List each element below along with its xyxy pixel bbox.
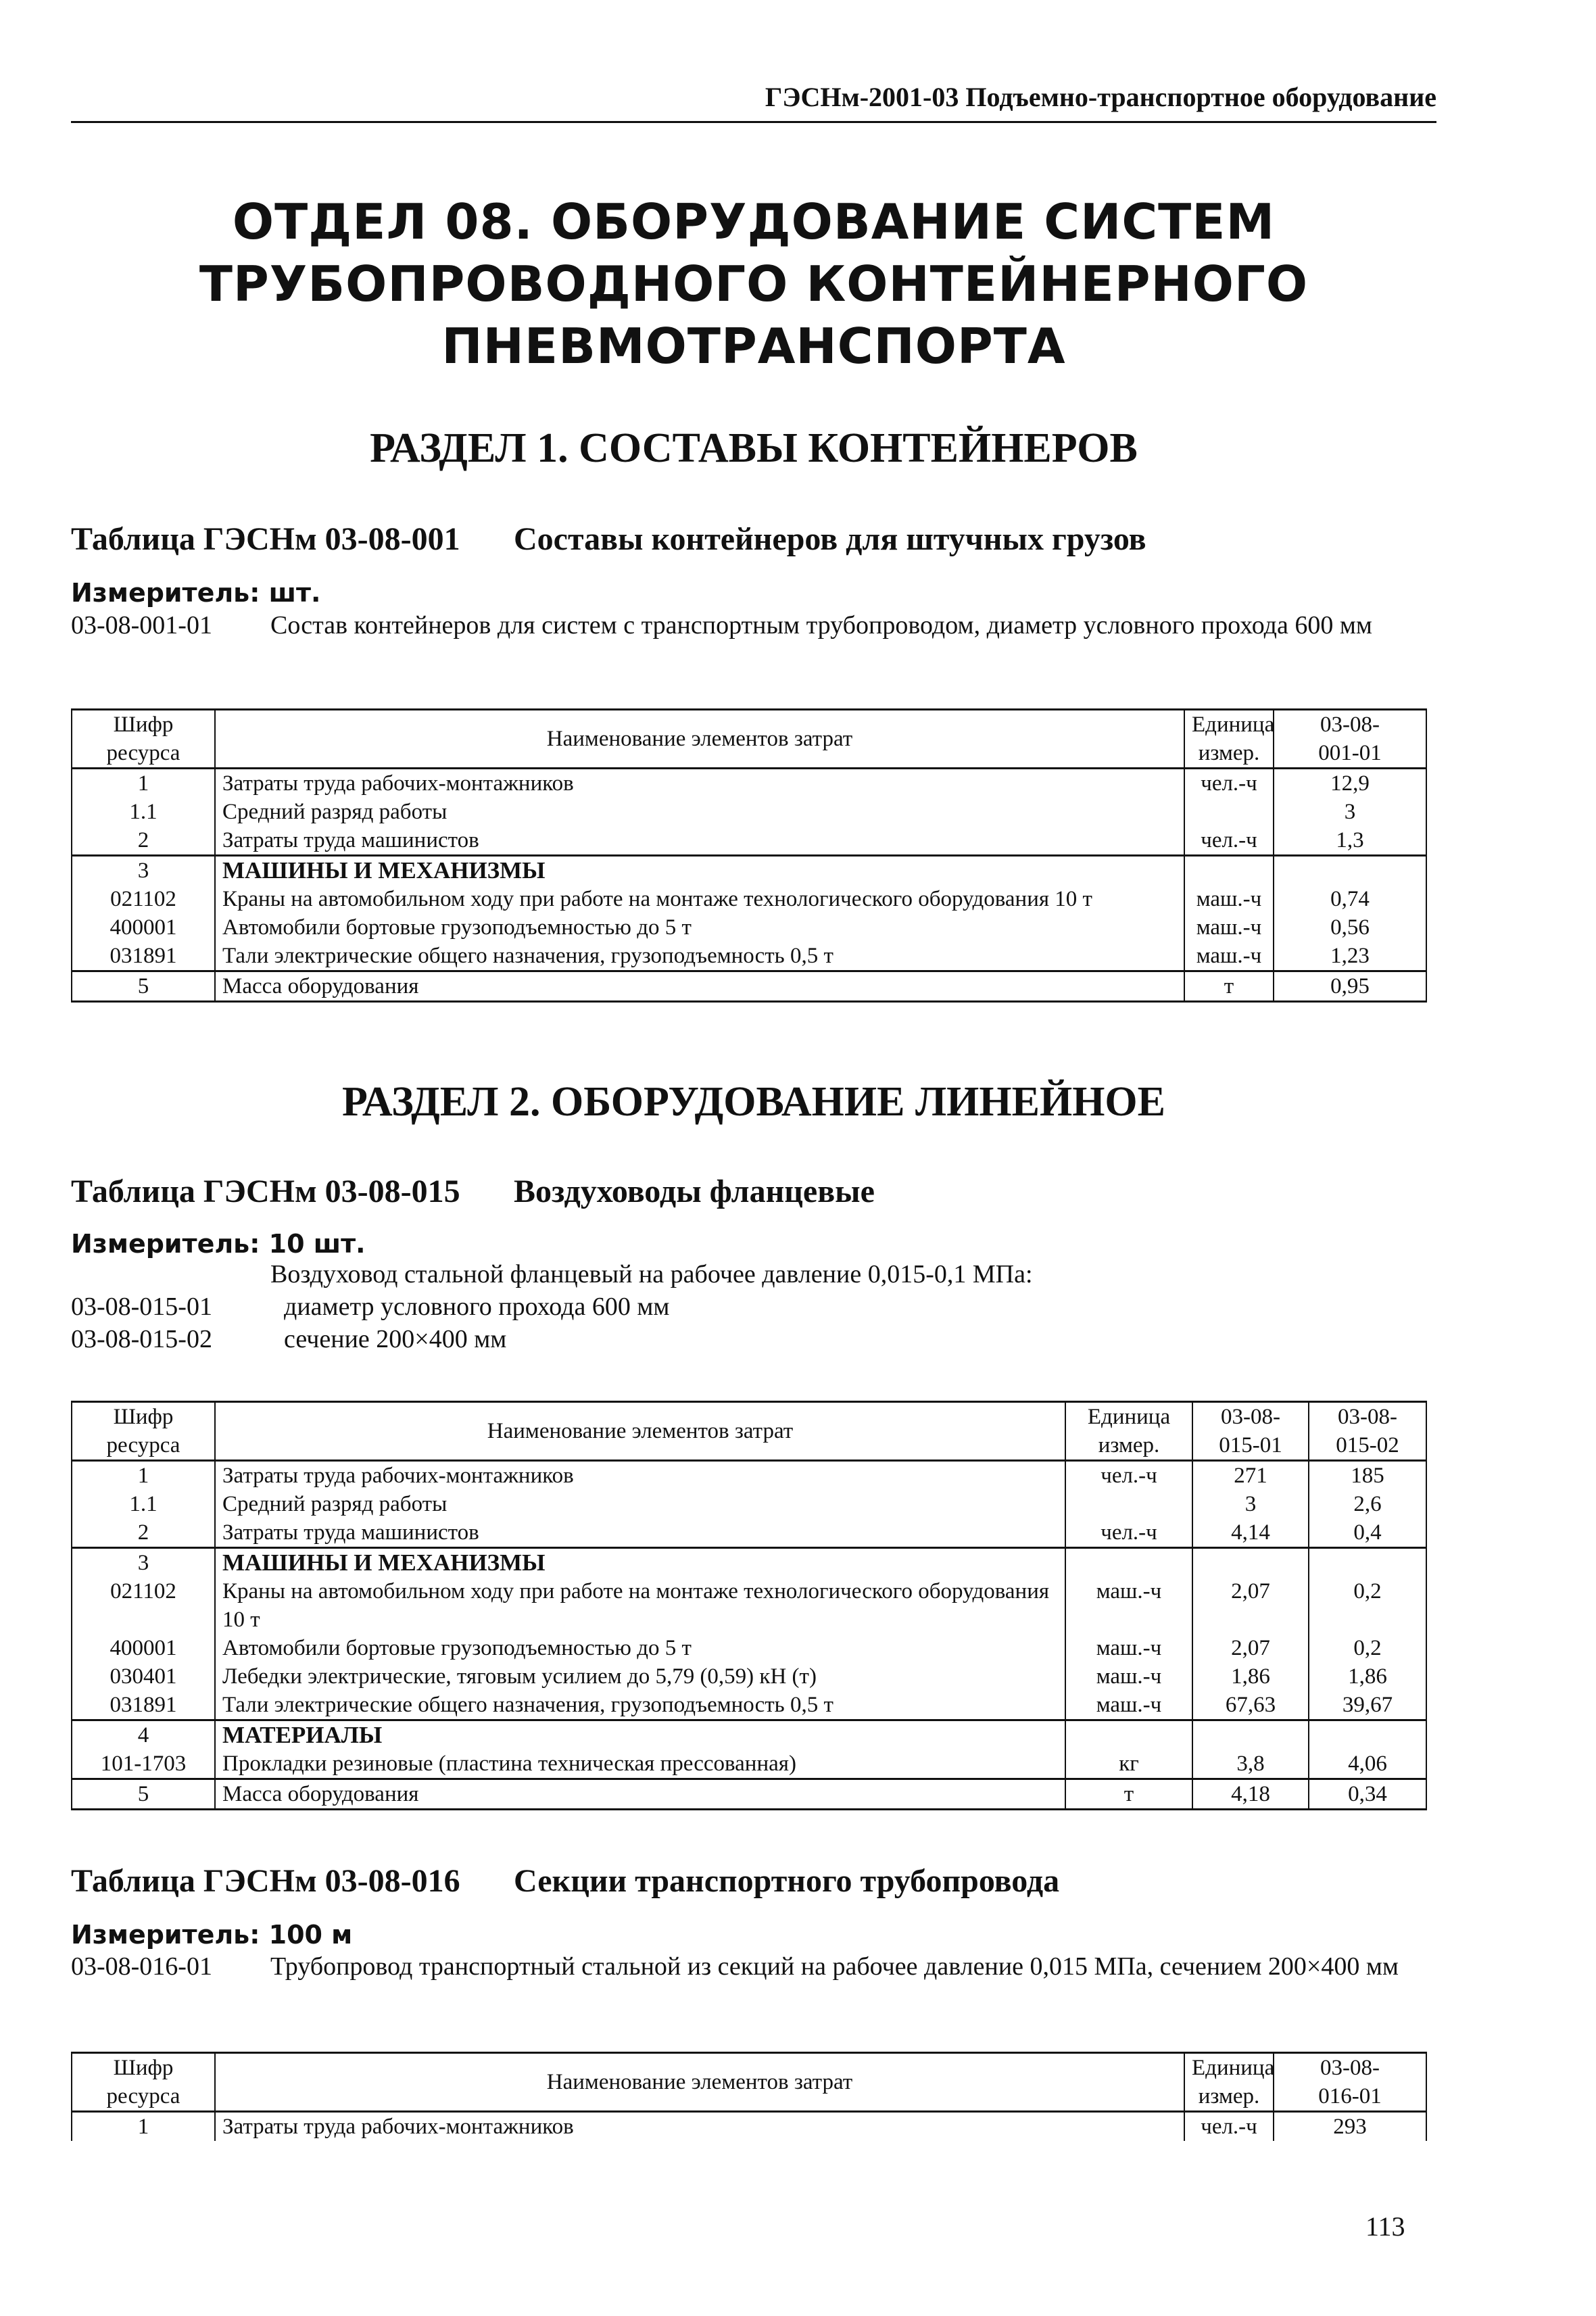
department-title-line: ТРУБОПРОВОДНОГО КОНТЕЙНЕРНОГО [199,256,1309,312]
norm-value-cell: 0,2 [1309,1634,1426,1662]
norm-value-cell: 271 [1192,1461,1309,1491]
resource-code-cell: 031891 [72,942,215,971]
resource-code-cell: 1 [72,769,215,798]
unit-cell: кг [1065,1750,1192,1779]
table-2-code: Таблица ГЭСНм 03-08-015 [71,1174,460,1209]
cost-name-cell: Краны на автомобильном ходу при работе на монтаже технологического оборудования 10 т [215,885,1184,913]
norm-value-cell: 1,86 [1192,1662,1309,1691]
norm-value-cell: 293 [1274,2112,1426,2142]
table-2-meter: Измеритель: 10 шт. [71,1229,366,1259]
table-row [72,1750,1426,1779]
table-row [72,856,1426,886]
cost-name-cell: Краны на автомобильном ходу при работе на монтаже технологического оборудования 10 т [215,1577,1065,1634]
column-header-unit-line: измер. [1198,741,1260,765]
table-row [72,798,1426,826]
table-row [72,913,1426,942]
group-heading-cell: МАШИНЫ И МЕХАНИЗМЫ [215,1548,1065,1578]
resource-code-cell: 1.1 [72,798,215,826]
norm-value-cell: 4,18 [1192,1779,1309,1810]
item-description: диаметр условного прохода 600 мм [284,1293,670,1321]
resource-code-cell: 3 [72,856,215,886]
norm-table-3 [71,2052,1427,2141]
column-header-norm [1274,710,1426,769]
resource-code-cell: 1 [72,1461,215,1491]
group-heading-cell: МАТЕРИАЛЫ [215,1720,1065,1750]
table-row [72,1779,1426,1810]
section-1-title: РАЗДЕЛ 1. СОСТАВЫ КОНТЕЙНЕРОВ [370,425,1138,471]
column-header-norm-line: 03-08- [1338,1405,1397,1429]
cost-name-cell: Тали электрические общего назначения, грузоподъемность 0,5 т [215,942,1184,971]
cost-name-cell: Затраты труда рабочих-монтажников [215,2112,1184,2142]
resource-code-cell: 021102 [72,1577,215,1634]
item-description: Трубопровод транспортный стальной из секций на рабочее давление 0,015 МПа, сечением 200×400 мм [270,1952,1399,1981]
table-row [72,1461,1426,1491]
department-title [71,191,1436,377]
cost-name-cell: Автомобили бортовые грузоподъемностью до 5 т [215,1634,1065,1662]
table-row [72,1518,1426,1548]
resource-code-cell: 5 [72,1779,215,1810]
column-header-code [72,2053,215,2112]
table-row [72,2112,1426,2142]
norm-value-cell: 1,3 [1274,826,1426,856]
column-header-name-line: Наименование элементов затрат [546,2070,853,2094]
unit-cell: маш.-ч [1184,913,1274,942]
unit-cell: чел.-ч [1065,1461,1192,1491]
unit-cell: маш.-ч [1065,1662,1192,1691]
norm-value-cell [1274,856,1426,886]
resource-code-cell: 1.1 [72,1490,215,1518]
column-header-unit [1184,2053,1274,2112]
table-1-code: Таблица ГЭСНм 03-08-001 [71,521,460,557]
group-heading-cell: МАШИНЫ И МЕХАНИЗМЫ [215,856,1184,886]
column-header-code-line: Шифр [113,713,174,737]
department-title-line: ПНЕВМОТРАНСПОРТА [441,318,1066,375]
table-3-code: Таблица ГЭСНм 03-08-016 [71,1863,460,1899]
item-code: 03-08-015-01 [71,1293,212,1321]
column-header-code-line: ресурса [106,741,180,765]
resource-code-cell: 2 [72,1518,215,1548]
column-header-name-line: Наименование элементов затрат [487,1419,794,1443]
column-header-norm-line: 03-08- [1320,713,1380,737]
table-row [72,826,1426,856]
resource-code-cell: 101-1703 [72,1750,215,1779]
item-group-description: Воздуховод стальной фланцевый на рабочее давление 0,015-0,1 МПа: [270,1260,1033,1288]
unit-cell: маш.-ч [1184,885,1274,913]
column-header-name [215,710,1184,769]
column-header-code-line: ресурса [106,2084,180,2108]
cost-name-cell: Затраты труда рабочих-монтажников [215,1461,1065,1491]
unit-cell [1184,798,1274,826]
resource-code-cell: 021102 [72,885,215,913]
unit-cell: маш.-ч [1065,1634,1192,1662]
norm-value-cell [1309,1548,1426,1578]
cost-name-cell: Масса оборудования [215,1779,1065,1810]
column-header-norm [1309,1402,1426,1461]
item-code: 03-08-016-01 [71,1952,212,1981]
norm-value-cell: 1,86 [1309,1662,1426,1691]
cost-name-cell: Масса оборудования [215,971,1184,1002]
norm-value-cell: 3,8 [1192,1750,1309,1779]
unit-cell: чел.-ч [1184,826,1274,856]
cost-name-cell: Средний разряд работы [215,1490,1065,1518]
table-row [72,1720,1426,1750]
page-number: 113 [1365,2211,1405,2242]
table-1-title: Составы контейнеров для штучных грузов [514,521,1146,557]
column-header-norm-line: 015-02 [1336,1433,1399,1457]
unit-cell [1184,856,1274,886]
norm-value-cell: 0,74 [1274,885,1426,913]
norm-value-cell: 0,34 [1309,1779,1426,1810]
resource-code-cell: 1 [72,2112,215,2142]
norm-value-cell: 185 [1309,1461,1426,1491]
unit-cell [1065,1548,1192,1578]
unit-cell: маш.-ч [1065,1577,1192,1634]
norm-value-cell [1192,1548,1309,1578]
cost-name-cell: Автомобили бортовые грузоподъемностью до 5 т [215,913,1184,942]
column-header-name [215,1402,1065,1461]
cost-name-cell: Тали электрические общего назначения, грузоподъемность 0,5 т [215,1691,1065,1720]
unit-cell [1065,1720,1192,1750]
unit-cell: чел.-ч [1184,2112,1274,2142]
table-2-heading [71,1173,875,1210]
table-row [72,1634,1426,1662]
resource-code-cell: 4 [72,1720,215,1750]
resource-code-cell: 2 [72,826,215,856]
norm-value-cell: 1,23 [1274,942,1426,971]
table-row [72,942,1426,971]
unit-cell: чел.-ч [1065,1518,1192,1548]
resource-code-cell: 030401 [72,1662,215,1691]
norm-value-cell: 4,14 [1192,1518,1309,1548]
norm-value-cell: 2,07 [1192,1577,1309,1634]
column-header-code-line: ресурса [106,1433,180,1457]
cost-name-cell: Затраты труда рабочих-монтажников [215,769,1184,798]
norm-value-cell: 0,95 [1274,971,1426,1002]
resource-code-cell: 3 [72,1548,215,1578]
column-header-unit-line: Единица [1192,713,1275,737]
norm-value-cell: 3 [1192,1490,1309,1518]
table-row [72,1490,1426,1518]
cost-name-cell: Лебедки электрические, тяговым усилием до 5,79 (0,59) кН (т) [215,1662,1065,1691]
department-title-line: ОТДЕЛ 08. ОБОРУДОВАНИЕ СИСТЕМ [232,193,1276,250]
cost-name-cell: Средний разряд работы [215,798,1184,826]
item-description: Состав контейнеров для систем с транспортным трубопроводом, диаметр условного прохода 600 мм [270,611,1372,640]
table-row [72,769,1426,798]
table-row [72,971,1426,1002]
norm-value-cell: 0,2 [1309,1577,1426,1634]
column-header-norm-line: 016-01 [1318,2084,1382,2108]
norm-table-1 [71,708,1427,1003]
cost-name-cell: Затраты труда машинистов [215,826,1184,856]
unit-cell: маш.-ч [1184,942,1274,971]
table-row [72,1577,1426,1634]
column-header-name [215,2053,1184,2112]
column-header-unit-line: Единица [1192,2056,1275,2080]
resource-code-cell: 031891 [72,1691,215,1720]
resource-code-cell: 5 [72,971,215,1002]
unit-cell: маш.-ч [1065,1691,1192,1720]
norm-value-cell: 0,4 [1309,1518,1426,1548]
norm-value-cell: 2,07 [1192,1634,1309,1662]
column-header-norm-line: 03-08- [1320,2056,1380,2080]
norm-value-cell: 3 [1274,798,1426,826]
column-header-code [72,1402,215,1461]
column-header-unit-line: измер. [1198,2084,1260,2108]
column-header-name-line: Наименование элементов затрат [546,727,853,751]
table-1-meter: Измеритель: шт. [71,578,321,608]
column-header-norm-line: 001-01 [1318,741,1382,765]
norm-value-cell [1309,1720,1426,1750]
unit-cell: т [1184,971,1274,1002]
norm-value-cell: 0,56 [1274,913,1426,942]
unit-cell: чел.-ч [1184,769,1274,798]
column-header-unit-line: Единица [1087,1405,1171,1429]
table-3-title: Секции транспортного трубопровода [514,1863,1060,1899]
table-row [72,1691,1426,1720]
item-description: сечение 200×400 мм [284,1325,507,1353]
column-header-norm [1274,2053,1426,2112]
norm-value-cell [1192,1720,1309,1750]
table-row [72,1662,1426,1691]
column-header-norm-line: 03-08- [1221,1405,1280,1429]
column-header-unit [1184,710,1274,769]
column-header-unit [1065,1402,1192,1461]
column-header-unit-line: измер. [1098,1433,1160,1457]
resource-code-cell: 400001 [72,1634,215,1662]
norm-table-2 [71,1401,1427,1810]
column-header-code [72,710,215,769]
running-header: ГЭСНм-2001-03 Подъемно-транспортное оборудование [71,81,1436,123]
norm-value-cell: 2,6 [1309,1490,1426,1518]
column-header-norm-line: 015-01 [1219,1433,1282,1457]
norm-value-cell: 4,06 [1309,1750,1426,1779]
norm-value-cell: 12,9 [1274,769,1426,798]
unit-cell [1065,1490,1192,1518]
column-header-code-line: Шифр [113,2056,174,2080]
table-3-meter: Измеритель: 100 м [71,1920,353,1950]
table-2-title: Воздуховоды фланцевые [514,1174,875,1209]
unit-cell: т [1065,1779,1192,1810]
item-code: 03-08-001-01 [71,611,212,640]
resource-code-cell: 400001 [72,913,215,942]
column-header-norm [1192,1402,1309,1461]
cost-name-cell: Затраты труда машинистов [215,1518,1065,1548]
table-row [72,885,1426,913]
table-row [72,1548,1426,1578]
column-header-code-line: Шифр [113,1405,174,1429]
table-1-heading [71,521,1146,558]
section-2-title: РАЗДЕЛ 2. ОБОРУДОВАНИЕ ЛИНЕЙНОЕ [341,1079,1166,1125]
norm-value-cell: 39,67 [1309,1691,1426,1720]
table-3-heading [71,1862,1059,1900]
norm-value-cell: 67,63 [1192,1691,1309,1720]
cost-name-cell: Прокладки резиновые (пластина техническая прессованная) [215,1750,1065,1779]
item-code: 03-08-015-02 [71,1325,212,1353]
